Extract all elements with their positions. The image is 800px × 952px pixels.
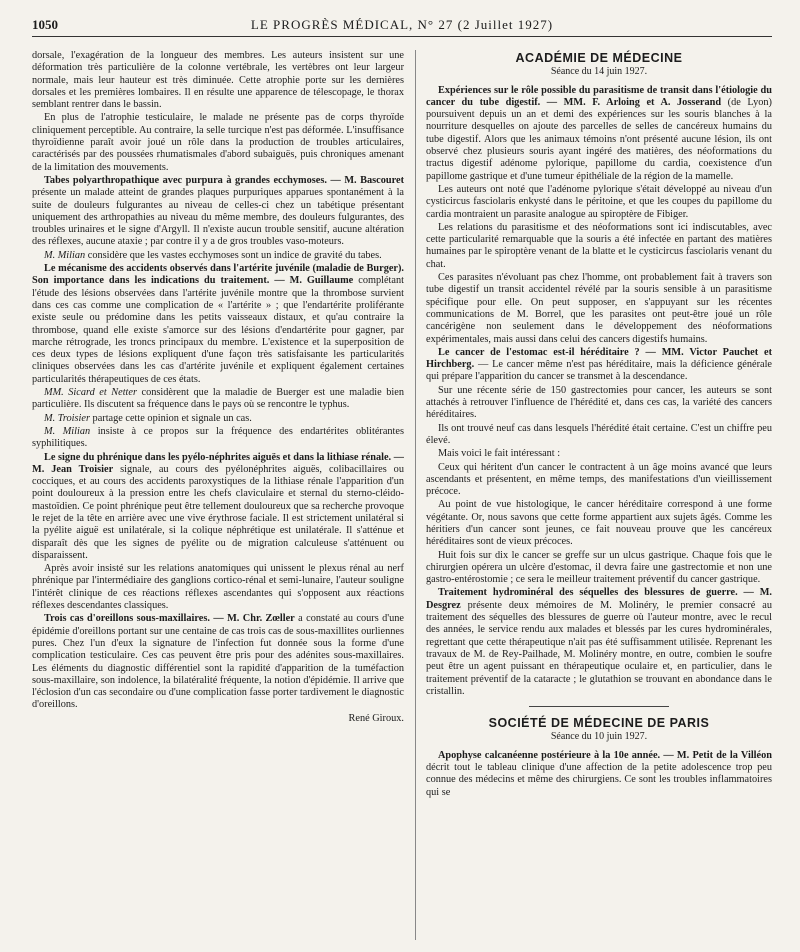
paragraph: Sur une récente série de 150 gastrectomies pour cancer, les auteurs se sont attachés à retrouver l'influence de l'hérédité et, dans ces cas, la variété des cancers héréditaires. bbox=[426, 384, 772, 421]
society-name: ACADÉMIE DE MÉDECINE bbox=[515, 51, 683, 65]
paragraph: Ces parasites n'évoluant pas chez l'homme, ont probablement fait à travers son tube digestif un transit accidentel révélé par la souris sensible à un parasitisme spécifique pour elle. On peut supposer, en s'appuyant sur les récentes communications de M. Borrel, que les parasites ont peut-être joué un rôle cancérigène non seulement dans le développement des néoformations expérimentales, mais aussi dans celui des cancers digestifs humains. bbox=[426, 272, 772, 345]
paragraph: Mais voici le fait intéressant : bbox=[438, 448, 561, 460]
article-heading: Traitement hydrominéral des séquelles des blessures de guerre. — M. Desgrez bbox=[426, 587, 772, 611]
paragraph bbox=[32, 426, 404, 451]
paragraph-body: insiste à ce propos sur la fréquence des endartérites oblitérantes syphilitiques. bbox=[32, 425, 404, 450]
article-body: présente deux mémoires de M. Molinéry, le premier consacré au traitement des séquelles des blessures de guerre où l'auteur montre, avec le recul des années, le service rendu aux malades et blessés par les cures hydrominérales, regrettant que cette thérapeutique n'ait pas été suffisamment utilisée. Reprenant les travaux de M. de Rey-Pailhade, M. Molinéry montre, en outre, combien le soufre peut être un agent puissant en thérapeutique oculaire et, en particulier, dans le traitement préventif de la cataracte ; le glutathion se trouvant en abondance dans le cristallin. bbox=[426, 599, 772, 697]
paragraph: Les relations du parasitisme et des néoformations sont ici indiscutables, avec cette particularité remarquable que la souris a été infectée en partant des matières humaines par le spiroptère venant de la blatte et le cysticircus fasciolaris venant du chat. bbox=[426, 221, 772, 270]
paragraph-body: partage cette opinion et signale un cas. bbox=[89, 412, 252, 424]
paragraph: Les auteurs ont noté que l'adénome pylorique s'était développé au niveau d'un cysticircus fasciolaris enkysté dans le péritoine, et que les coupes du papillome du cardia montraient un parasite analogue au spiroptère de Fibiger. bbox=[426, 183, 772, 220]
article-body: (de Lyon) poursuivent depuis un an et demi des expériences sur les souris blanches à la nourriture desquelles on ajoute des parcelles de selles de cancéreux humains du tube digestif. Alors que les animaux témoins n'ont présenté aucune lésion, ils ont observé chez plusieurs souris ayant ingéré des matières, des néoformations du tractus digestif adénome pylorique, papillome du cardia, coexistence d'un papillome gastrique et d'une tumeur épithéliale de la région de la mamelle. bbox=[426, 96, 772, 182]
paragraph: Huit fois sur dix le cancer se greffe sur un ulcus gastrique. Chaque fois que le chirurgien opérera un ulcère d'estomac, il devra faire une gastrectomie et non une gastro-entérostomie ; ce sera le meilleur traitement préventif du cancer gastrique. bbox=[426, 549, 772, 586]
paragraph: Ils ont trouvé neuf cas dans lesquels l'hérédité était certaine. C'est un chiffre peu élevé. bbox=[426, 422, 772, 446]
column-divider bbox=[415, 50, 416, 940]
article-heading: Apophyse calcanéenne postérieure à la 10e année. — M. Petit de la Villéon bbox=[438, 749, 772, 761]
article bbox=[32, 452, 404, 563]
section-separator bbox=[529, 706, 669, 707]
paragraph bbox=[32, 387, 404, 412]
paragraph: dorsale, l'exagération de la longueur des membres. Les auteurs insistent sur une déformation très particulière de la colonne vertébrale, les vertèbres ont leur largeur normale, mais leur hauteur est très diminuée. Cette atrophie porte sur les dernières dorsales et les premières lombaires. Il en résulte une apparence de télescopage, le thorax semblant rentrer dans le bassin. bbox=[32, 50, 404, 111]
article-body: signale, au cours des pyélonéphrites aiguës, colibacillaires ou cocciques, et au cours des accidents paroxystiques de la lithiase rénale l'apparition d'un point douloureux à la pression entre les chefs claviculaire et sternal du sterno-cléido-mastoïdien. Ce point phrénique peut être tellement douloureux que sa recherche provoque le rejet de la tête en arrière avec une vive érythrose faciale. Il est strictement unilatéral si la pyélite aiguë est unilatérale, si la colique néphrétique est unilatérale. Il s'atténue et disparaît dès que les signes de pyélite ou de migration calculeuse s'atténuent ou disparaissent. bbox=[32, 463, 404, 561]
article bbox=[426, 750, 772, 799]
article-body: a constaté au cours d'une épidémie d'oreillons portant sur une centaine de cas trois cas de sous-maxillites ourliennes pures. Chez l'un d'eux la signature de l'infection fut donnée sous la forme d'une complication testiculaire. Ces cas peuvent être pris pour des adénites sous-maxillaires. Les éléments du diagnostic différentiel sont la rapidité d'apparition de la tuméfaction sous-maxillaire, son indolence, la bilatéralité fréquente, la notion d'épidémie. Il arrive que l'éclosion d'un cas secondaire ou d'une complication fasse porter tardivement le diagnostic d'oreillons. bbox=[32, 613, 404, 711]
journal-title: LE PROGRÈS MÉDICAL, N° 27 (2 Juillet 1927) bbox=[250, 17, 554, 32]
author-name: MM. Sicard et Netter bbox=[44, 387, 137, 399]
article-heading: Expériences sur le rôle possible du parasitisme de transit dans l'étiologie du cancer du tube digestif. — MM. F. Arloing et A. Josserand bbox=[426, 84, 772, 108]
paragraph: Au point de vue histologique, le cancer héréditaire correspond à une forme végétante. Or, nous savons que cette forme appartient aux sujets âgés. Comme les héritiers d'un cancer sont jeunes, ce fait nouveau prouve que les cancéreux héréditaires sont de vieux précoces. bbox=[426, 499, 772, 548]
author-name: M. Troisier bbox=[44, 412, 90, 424]
paragraph: En plus de l'atrophie testiculaire, le malade ne présente pas de corps thyroïde cliniquement perceptible. Au contraire, la selle turcique n'est pas déformée. L'insuffisance thyroïdienne paraît avoir joué un rôle dans la production de troubles articulaires, caractérisés par des poussées rhumatismales d'abord subaiguës, puis chroniques amenant de la limitation des mouvements. bbox=[32, 112, 404, 173]
paragraph-body: considèrent que la maladie de Buerger est une maladie bien particulière. Ils discutent sa fréquence dans le pays où se rencontre le typhus. bbox=[32, 387, 404, 411]
article bbox=[32, 175, 404, 249]
article-heading: Le mécanisme des accidents observés dans l'artérite juvénile (maladie de Burger). Son importance dans les indications du traitement. — M. Guillaume bbox=[32, 263, 404, 287]
article-heading: Tabes polyarthropathique avec purpura à grandes ecchymoses. — M. Bascouret bbox=[44, 174, 404, 186]
paragraph: Ceux qui héritent d'un cancer le contractent à un âge moins avancé que leurs ascendants et présentent, en même temps, des manifestations d'un vieillissement précoce. bbox=[426, 461, 772, 498]
paragraph-body: considère que les vastes ecchymoses sont un indice de gravité du tabes. bbox=[85, 249, 382, 261]
article bbox=[426, 347, 772, 384]
left-column bbox=[32, 50, 404, 940]
page-number: 1050 bbox=[32, 17, 58, 32]
society-heading bbox=[426, 717, 772, 744]
article bbox=[32, 263, 404, 386]
article-heading: Le signe du phrénique dans les pyélo-néphrites aiguës et dans la lithiase rénale. — M. Jean Troisier bbox=[32, 451, 404, 475]
author-name: M. Milian bbox=[44, 249, 86, 261]
signature: René Giroux. bbox=[348, 712, 404, 724]
article bbox=[32, 613, 404, 711]
right-column bbox=[426, 50, 772, 940]
article-heading: Le cancer de l'estomac est-il héréditaire ? — MM. Victor Pauchet et Hirchberg. bbox=[426, 346, 772, 371]
article bbox=[426, 85, 772, 183]
paragraph: Après avoir insisté sur les relations anatomiques qui unissent le plexus rénal au nerf phrénique par l'intermédiaire des ganglions cortico-rénal et semi-lunaire, l'auteur souligne l'intérêt clinique de ces réactions réflexes ascendantes qui s'opposent aux réactions réflexes descendantes classiques. bbox=[32, 563, 404, 612]
page-header bbox=[32, 14, 772, 37]
article-heading: Trois cas d'oreillons sous-maxillaires. — M. Chr. Zœller bbox=[44, 613, 295, 625]
article-body: décrit tout le tableau clinique d'une affection de la petite adolescence trop peu connue des médecins et même des chirurgiens. Ce sont les troubles inflammatoires qui se bbox=[426, 762, 772, 798]
session-date: Séance du 10 juin 1927. bbox=[550, 731, 648, 743]
paragraph bbox=[32, 413, 404, 425]
article-body: — Le cancer même n'est pas héréditaire, mais la déficience générale qui prépare l'apparition du cancer se transmet à la descendance. bbox=[426, 359, 772, 383]
society-heading bbox=[426, 52, 772, 79]
session-date: Séance du 14 juin 1927. bbox=[550, 66, 648, 78]
article-body: complétant l'étude des lésions observées dans l'artérite juvénile montre que la thrombose survient dans ces cas comme une complication de « l'artérite » ; que l'endartérite proliférante existe seule ou prédomine dans les petits vaisseaux distaux, et qu'au contraire la thrombose, quand elle existe s'amorce sur des lésions d'endartérite pour gagner, par marche rétrograde, les troncs principaux du membre. L'existence et la superposition de ces deux types de lésions expliquent d'une façon très satisfaisante les particularités cliniques observées dans les cas d'artérite juvénile et expliquent également certaines particularités thérapeutiques de ces états. bbox=[32, 275, 404, 385]
paragraph bbox=[32, 250, 404, 262]
society-name: SOCIÉTÉ DE MÉDECINE DE PARIS bbox=[488, 716, 710, 731]
article bbox=[426, 587, 772, 698]
article-body: présente un malade atteint de grandes plaques purpuriques apparues spontanément à la suite de douleurs fulgurantes au niveau de celles-ci chez un tabétique présentant uniquement des arthropathies au niveau du même membre, des douleurs fulgurantes, des troubles urinaires et le signe d'Argyll. Il n'existe aucun trouble sensitif, aucune altération des réflexes, aucune ataxie ; par contre il y a de gros troubles vaso-moteurs. bbox=[32, 187, 404, 248]
author-name: M. Milian bbox=[44, 425, 91, 437]
